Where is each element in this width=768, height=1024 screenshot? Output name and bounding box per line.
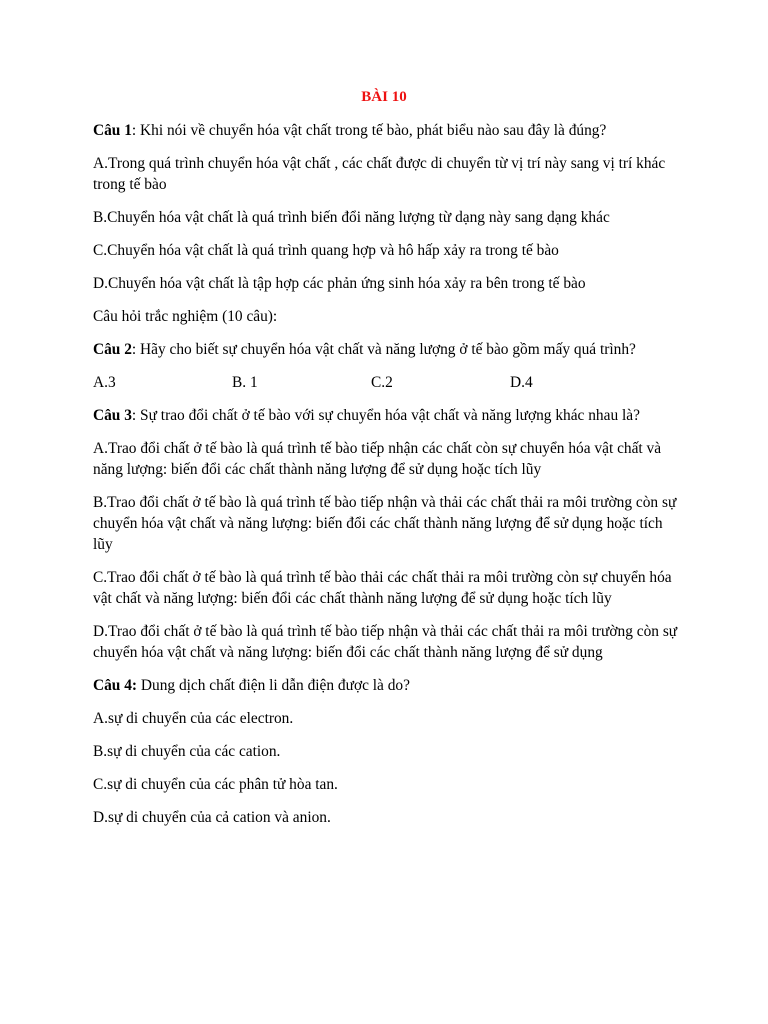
question-3-option-b: B.Trao đổi chất ở tế bào là quá trình tế bào tiếp nhận và thải các chất thải ra môi trường còn sự chuyển hóa vật chất và năng lượng: biến đổi các chất thành năng lượng để sử dụng hoặc tích lũy <box>93 494 677 553</box>
question-4 <box>93 675 683 696</box>
question-1-option-c: C.Chuyển hóa vật chất là quá trình quang hợp và hô hấp xảy ra trong tế bào <box>93 242 559 259</box>
question-2-text: : Hãy cho biết sự chuyển hóa vật chất và năng lượng ở tế bào gồm mấy quá trình? <box>131 341 636 358</box>
question-4-option-d: D.sự di chuyển của cả cation và anion. <box>93 809 331 826</box>
question-1-option-b: B.Chuyển hóa vật chất là quá trình biến đổi năng lượng từ dạng này sang dạng khác <box>93 209 610 226</box>
question-1-text: : Khi nói về chuyển hóa vật chất trong tế bào, phát biểu nào sau đây là đúng? <box>131 122 607 139</box>
question-3 <box>93 405 683 426</box>
question-4-text: Dung dịch chất điện li dẫn điện được là do? <box>137 677 410 694</box>
document-title: BÀI 10 <box>361 89 407 105</box>
question-2-option-a: A.3 <box>93 374 116 391</box>
question-3-option-c: C.Trao đổi chất ở tế bào là quá trình tế bào thải các chất thải ra môi trường còn sự chuyển hóa vật chất và năng lượng: biến đổi các chất thành năng lượng để sử dụng hoặc tích lũy <box>93 569 672 607</box>
question-2-option-c: C.2 <box>371 374 393 391</box>
question-2-option-b: B. 1 <box>232 374 258 391</box>
section-heading: Câu hỏi trắc nghiệm (10 câu): <box>93 308 278 325</box>
question-2-options <box>93 372 683 393</box>
question-3-option-a: A.Trao đổi chất ở tế bào là quá trình tế bào tiếp nhận các chất còn sự chuyển hóa vật chất và năng lượng: biến đổi các chất thành năng lượng để sử dụng hoặc tích lũy <box>93 440 662 478</box>
question-4-option-c: C.sự di chuyển của các phân tử hòa tan. <box>93 776 338 793</box>
question-2 <box>93 339 683 360</box>
question-1-label: Câu 1 <box>93 122 132 139</box>
question-1-option-d: D.Chuyển hóa vật chất là tập hợp các phản ứng sinh hóa xảy ra bên trong tế bào <box>93 275 586 292</box>
question-3-label: Câu 3 <box>93 407 132 424</box>
question-1-option-a: A.Trong quá trình chuyển hóa vật chất , các chất được di chuyển từ vị trí này sang vị trí khác trong tế bào <box>93 155 666 193</box>
question-2-option-d: D.4 <box>510 374 533 391</box>
question-3-option-d: D.Trao đổi chất ở tế bào là quá trình tế bào tiếp nhận và thải các chất thải ra môi trường còn sự chuyển hóa vật chất và năng lượng: biến đổi các chất thành năng lượng để sử dụng <box>93 623 678 661</box>
question-3-text: : Sự trao đổi chất ở tế bào với sự chuyển hóa vật chất và năng lượng khác nhau là? <box>131 407 640 424</box>
question-4-label: Câu 4: <box>93 677 138 694</box>
question-4-option-a: A.sự di chuyển của các electron. <box>93 710 294 727</box>
document-body <box>93 120 683 840</box>
question-2-label: Câu 2 <box>93 341 132 358</box>
question-4-option-b: B.sự di chuyển của các cation. <box>93 743 281 760</box>
question-1 <box>93 120 683 141</box>
